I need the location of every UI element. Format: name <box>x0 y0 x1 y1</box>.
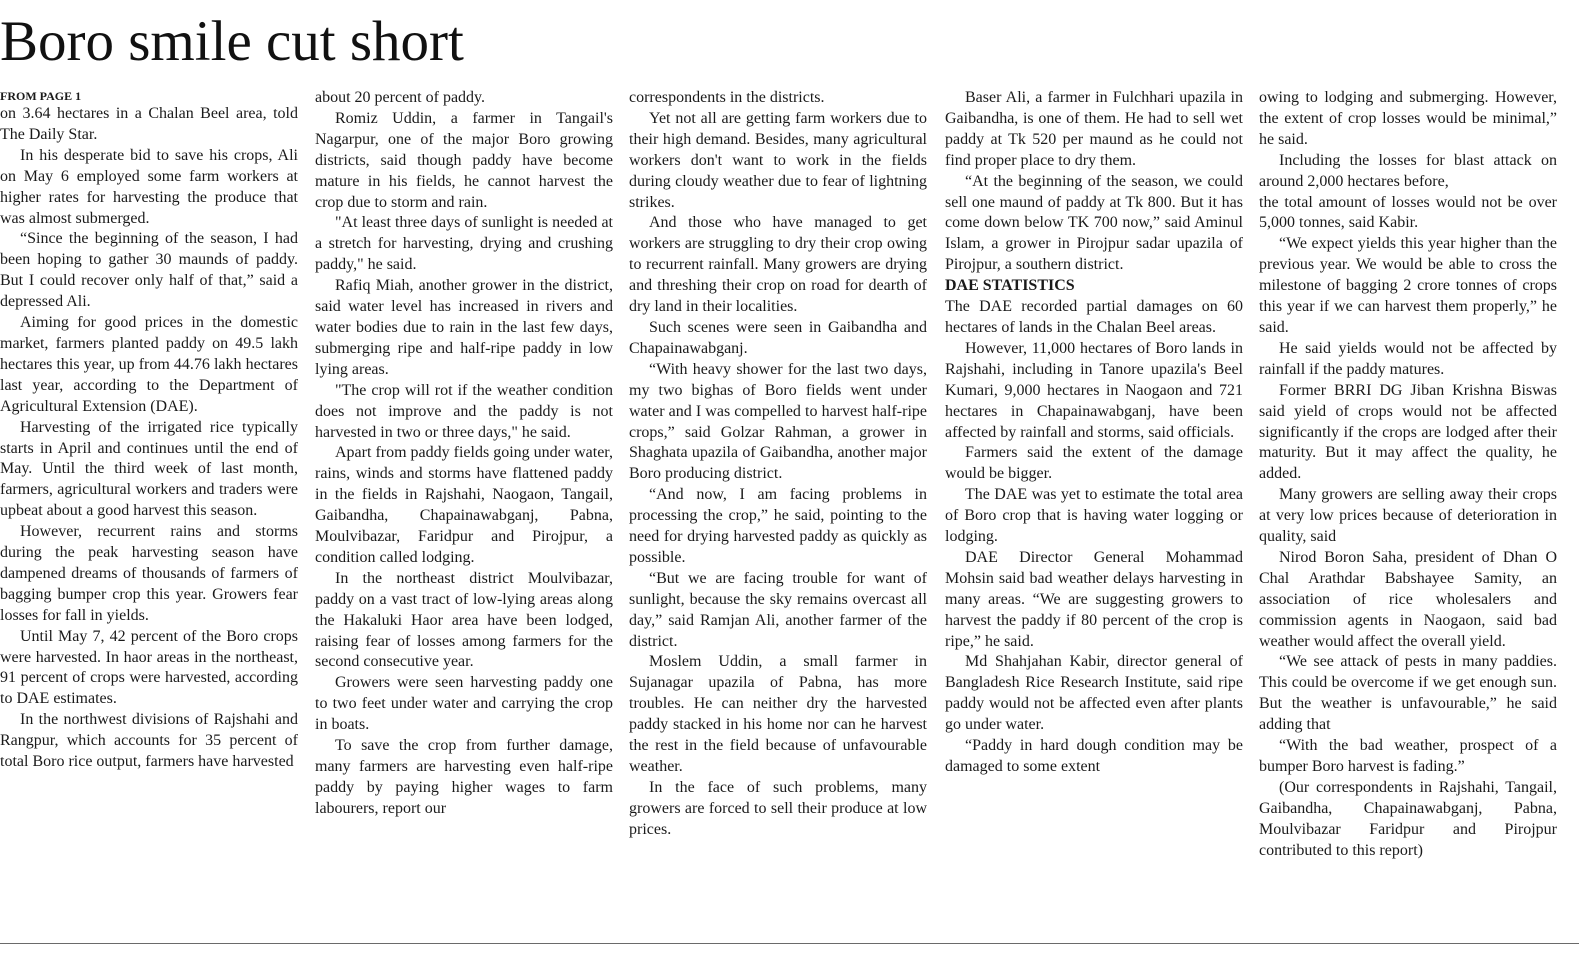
paragraph: on 3.64 hectares in a Chalan Beel area, told The Daily Star. <box>0 105 298 143</box>
paragraph: In the northwest divisions of Rajshahi and Rangpur, which accounts for 35 percent of total Boro rice output, farmers have harvested <box>0 711 298 771</box>
paragraph: "The crop will rot if the weather condition does not improve and the paddy is not harvested in two or three days," he said. <box>315 381 613 441</box>
paragraph: In the face of such problems, many growers are forced to sell their produce at low prices. <box>629 778 927 838</box>
paragraph: Including the losses for blast attack on around 2,000 hectares before, <box>1259 151 1557 190</box>
paragraph: He said yields would not be affected by rainfall if the paddy matures. <box>1259 339 1557 378</box>
paragraph: Romiz Uddin, a farmer in Tangail's Nagarpur, one of the major Boro growing districts, said though paddy have become mature in his fields, he cannot harvest the crop due to storm and rain. <box>315 109 613 211</box>
article-column-3 <box>629 88 927 841</box>
paragraph: Yet not all are getting farm workers due to their high demand. Besides, many agricultural workers don't want to work in the fields during cloudy weather due to fear of lightning strikes. <box>629 109 927 211</box>
article-column-2 <box>315 88 613 820</box>
paragraph: owing to lodging and submerging. However, the extent of crop losses would be minimal,” he said. <box>1259 89 1557 148</box>
paragraph: Aiming for good prices in the domestic market, farmers planted paddy on 49.5 lakh hectares this year, up from 44.76 lakh hectares last year, according to the Department of Agricultural Extension (DAE). <box>0 314 298 415</box>
paragraph: Growers were seen harvesting paddy one to two feet under water and carrying the crop in boats. <box>315 674 613 734</box>
paragraph: The DAE was yet to estimate the total area of Boro crop that is having water logging or lodging. <box>945 486 1243 546</box>
paragraph: The DAE recorded partial damages on 60 hectares of lands in the Chalan Beel areas. <box>945 298 1243 336</box>
paragraph: Former BRRI DG Jiban Krishna Biswas said yield of crops would not be affected significantly if the crops are lodged after their maturity. But it may affect the quality, he added. <box>1259 381 1557 483</box>
paragraph: Such scenes were seen in Gaibandha and Chapainawabganj. <box>629 318 927 357</box>
paragraph: “At the beginning of the season, we could sell one maund of paddy at Tk 800. But it has come down below TK 700 now,” said Aminul Islam, a grower in Pirojpur sadar upazila of Pirojpur, a southern district. <box>945 172 1243 274</box>
paragraph: “We see attack of pests in many paddies. This could be overcome if we get enough sun. But the weather is unfavourable,” he said adding that <box>1259 653 1557 734</box>
paragraph: Baser Ali, a farmer in Fulchhari upazila in Gaibandha, is one of them. He had to sell wet paddy at Tk 520 per maund as he could not find proper place to dry them. <box>945 89 1243 169</box>
paragraph: Moslem Uddin, a small farmer in Sujanagar upazila of Pabna, has more troubles. He can neither dry the harvested paddy stacked in his home nor can he harvest the rest in the field because of unfavourable weather. <box>629 653 927 775</box>
article-column-5 <box>1259 88 1557 862</box>
paragraph: Rafiq Miah, another grower in the district, said water level has increased in rivers and water bodies due to rain in the last few days, submerging ripe and half-ripe paddy in low lying areas. <box>315 277 613 378</box>
paragraph: However, recurrent rains and storms during the peak harvesting season have dampened dreams of thousands of farmers of bagging bumper crop this year. Growers fear losses for fall in yields. <box>0 523 298 624</box>
paragraph: about 20 percent of paddy. <box>315 89 486 106</box>
paragraph: "At least three days of sunlight is needed at a stretch for harvesting, drying and crushing paddy," he said. <box>315 214 613 274</box>
paragraph: And those who have managed to get workers are struggling to dry their crop owing to recurrent rainfall. Many growers are drying and threshing their crop on road for dearth of dry land in their localities. <box>629 214 927 316</box>
paragraph: Harvesting of the irrigated rice typically starts in April and continues until the end of May. Until the third week of last month, farmers, agricultural workers and traders were upbeat about a good harvest this season. <box>0 418 298 520</box>
bottom-rule <box>0 943 1579 944</box>
paragraph: Apart from paddy fields going under water, rains, winds and storms have flattened paddy in the fields in Rajshahi, Naogaon, Tangail, Gaibandha, Chapainawabganj, Pabna, Moulvibazar, Faridpur and Pirojpur, a condition called lodging. <box>315 444 613 566</box>
paragraph: the total amount of losses would not be over 5,000 tonnes, said Kabir. <box>1259 193 1557 232</box>
paragraph: Until May 7, 42 percent of the Boro crops were harvested. In haor areas in the northeast, 91 percent of crops were harvested, according to DAE estimates. <box>0 627 298 708</box>
paragraph: “We expect yields this year higher than the previous year. We would be able to cross the milestone of bagging 2 crore tonnes of crops this year if we can harvest them properly,” he said. <box>1259 235 1557 336</box>
paragraph: DAE Director General Mohammad Mohsin said bad weather delays harvesting in many areas. “We are suggesting growers to harvest the paddy if 80 percent of the crop is ripe,” he said. <box>945 548 1243 650</box>
paragraph: To save the crop from further damage, many farmers are harvesting even half-ripe paddy by paying higher wages to farm labourers, report our <box>315 737 613 817</box>
paragraph: Nirod Boron Saha, president of Dhan O Chal Arathdar Babshayee Samity, an association of rice wholesalers and commission agents in Naogaon, said bad weather would affect the overall yield. <box>1259 548 1557 650</box>
kicker-from-page-1: FROM PAGE 1 <box>0 89 82 103</box>
paragraph: Farmers said the extent of the damage would be bigger. <box>945 444 1243 483</box>
paragraph: Md Shahjahan Kabir, director general of Bangladesh Rice Research Institute, said ripe paddy would not be affected even after plants go under water. <box>945 653 1243 734</box>
paragraph: In his desperate bid to save his crops, Ali on May 6 employed some farm workers at higher rates for harvesting the produce that was almost submerged. <box>0 146 298 227</box>
paragraph: “With heavy shower for the last two days, my two bighas of Boro fields went under water and I was compelled to harvest half-ripe crops,” said Golzar Rahman, a grower in Shaghata upazila of Gaibandha, another major Boro producing district. <box>629 360 927 483</box>
paragraph: In the northeast district Moulvibazar, paddy on a vast tract of low-lying areas along the Hakaluki Haor area have been lodged, raising fear of losses among farmers for the second consecutive year. <box>315 569 613 671</box>
paragraph: (Our correspondents in Rajshahi, Tangail, Gaibandha, Chapainawabganj, Pabna, Moulvibazar Faridpur and Pirojpur contributed to this report) <box>1259 778 1557 859</box>
headline: Boro smile cut short <box>0 10 464 73</box>
paragraph: “Since the beginning of the season, I had been hoping to gather 30 maunds of paddy. But I could recover only half of that,” said a depressed Ali. <box>0 230 298 311</box>
paragraph: “And now, I am facing problems in processing the crop,” he said, pointing to the need for drying harvested paddy as quickly as possible. <box>629 486 927 566</box>
article-column-4 <box>945 88 1243 778</box>
subheading-dae-statistics: DAE STATISTICS <box>945 277 1075 295</box>
paragraph: Many growers are selling away their crops at very low prices because of deterioration in quality, said <box>1259 486 1557 546</box>
paragraph: However, 11,000 hectares of Boro lands in Rajshahi, including in Tanore upazila's Beel Kumari, 9,000 hectares in Naogaon and 721 hectares in Chapainawabganj, have been affected by rainfall and storms, said officials. <box>945 339 1243 441</box>
paragraph: “But we are facing trouble for want of sunlight, because the sky remains overcast all day,” said Ramjan Ali, another farmer of the district. <box>629 569 927 650</box>
article-column-1 <box>0 88 298 773</box>
paragraph: correspondents in the districts. <box>629 89 825 106</box>
paragraph: “With the bad weather, prospect of a bumper Boro harvest is fading.” <box>1259 737 1557 775</box>
paragraph: “Paddy in hard dough condition may be damaged to some extent <box>945 737 1243 775</box>
